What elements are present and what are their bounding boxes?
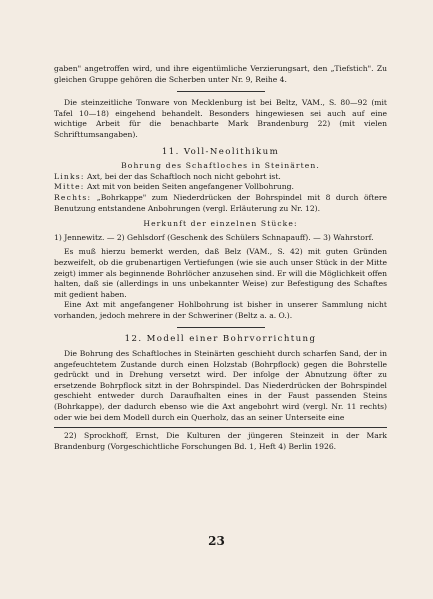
subheading-bohrung: Bohrung des Schaftloches in Steinärten. [121,161,320,171]
paragraph-mecklenburg: Die steinzeitliche Tonware von Mecklenburg ist bei Beltz, VAM., S. 80—92 (mit Tafel 10—18) eingehend behandelt. Besonders hingewiesen sei auch auf eine wichtige Arbeit für die benachbarte Mark Brandenburg 22) (mit vielen Schrifttumsangaben). [54,98,387,139]
paragraph-belz: Es muß hierzu bemerkt werden, daß Belz (VAM., S. 42) mit guten Gründen bezweifelt, ob die grubenartigen Vertiefungen (wie sie auch unser Stück in der Mitte zeigt) immer als beginnende Bohrlöcher anzusehen sind. Er will die Möglichkeit offen halten, daß sie (allerdings in uns unbekannter Weise) zur Befestigung des Schaftes mit gedient haben. [54,247,387,299]
paragraph-bohrvorrichtung: Die Bohrung des Schaftloches in Steinärten geschieht durch scharfen Sand, der in angefeuchtetem Zustande durch einen Holzstab (Bohrpflock) gegen die Bohrstelle gedrückt und in Drehung versetzt wird. Der infolge der Abnutzung öfter zu ersetzende Bohrpflock sitzt in der Bohrspindel. Das Niederdrücken der Bohrspindel geschieht entweder durch Daraufhalten eines in der Faust passenden Steins (Bohrkappe), der dadurch ebenso wie die Axt angebohrt wird (vergl. Nr. 11 rechts) oder wie bei dem Modell durch ein Querholz, das an seiner Unterseite eine [54,349,387,422]
description-rechts [54,193,387,214]
subheading-herkunft: Herkunft der einzelnen Stücke: [143,219,298,229]
text-rechts: „Bohrkappe" zum Niederdrücken der Bohrspindel mit 8 durch öftere Benutzung entstandene Anbohrungen (vergl. Erläuterung zu Nr. 12). [54,192,387,213]
text-mitte: Axt mit von beiden Seiten angefangener Vollbohrung. [86,182,294,192]
label-rechts: Rechts: [54,192,92,202]
herkunft-list: 1) Jennewitz. — 2) Gehlsdorf (Geschenk des Schülers Schnapauff). — 3) Wahrstorf. [54,232,374,242]
section-divider [177,327,265,328]
page-number: 23 [208,534,225,548]
description-links [54,172,387,183]
paragraph-hohlbohrung: Eine Axt mit angefangener Hohlbohrung ist bisher in unserer Sammlung nicht vorhanden, jedoch mehrere in der Schweriner (Beltz a. a. O.). [54,300,387,320]
section-heading-11: 11. Voll-Neolithikum [161,146,280,157]
label-links: Links: [54,171,85,181]
description-mitte [54,182,387,193]
section-divider [177,91,265,92]
footnote-22: 22) Sprockhoff, Ernst, Die Kulturen der jüngeren Steinzeit in der Mark Brandenburg (Vorgeschichtliche Forschungen Bd. 1, Heft 4) Berlin 1926. [54,431,387,451]
section-heading-12: 12. Modell einer Bohrvorrichtung [124,334,317,345]
label-mitte: Mitte: [54,182,85,192]
text-links: Axt, bei der das Schaftloch noch nicht gebohrt ist. [87,171,281,181]
footnote-rule [54,427,387,428]
intro-paragraph: gaben" angetroffen wird, und ihre eigentümliche Verzierungsart, den „Tiefstich". Zu gleichen Gruppe gehören die Scherben unter Nr. 9, Reihe 4. [54,64,387,84]
